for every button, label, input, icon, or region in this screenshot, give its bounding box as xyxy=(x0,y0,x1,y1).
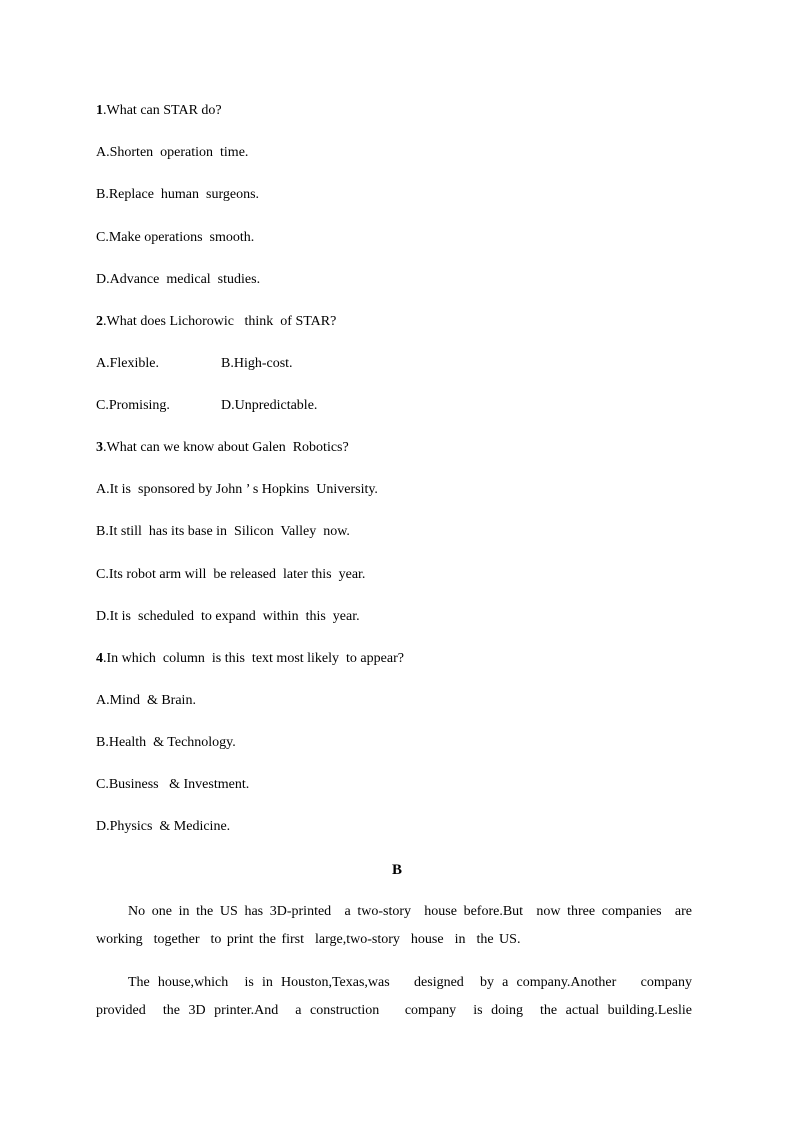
question-2-option-a: A.Flexible. xyxy=(96,356,159,371)
question-1-option-c: C.Make operations smooth. xyxy=(96,230,255,245)
question-number: 2 xyxy=(96,314,103,329)
question-3-option-c: C.Its robot arm will be released later this year. xyxy=(96,567,366,582)
question-text: .What can STAR do? xyxy=(103,103,222,118)
question-4-option-b: B.Health & Technology. xyxy=(96,735,236,750)
question-3-option-d: D.It is scheduled to expand within this year. xyxy=(96,609,360,624)
question-4-stem xyxy=(96,650,404,668)
question-4-option-a: A.Mind & Brain. xyxy=(96,693,196,708)
paragraph-1 xyxy=(96,898,692,954)
question-number: 3 xyxy=(96,440,103,455)
question-1-option-a: A.Shorten operation time. xyxy=(96,145,249,160)
question-2-option-c: C.Promising. xyxy=(96,398,170,413)
paragraph-line: The house,which is in Houston,Texas,was designed by a company.Another company xyxy=(128,975,692,990)
question-4-option-d: D.Physics & Medicine. xyxy=(96,819,231,834)
question-2-option-b: B.High-cost. xyxy=(221,356,293,371)
paragraph-2 xyxy=(96,969,692,1025)
paragraph-line: No one in the US has 3D-printed a two-story house before.But now three companies are xyxy=(128,904,692,919)
question-1-option-b: B.Replace human surgeons. xyxy=(96,187,260,202)
section-title: B xyxy=(391,862,402,878)
question-3-option-b: B.It still has its base in Silicon Valley now. xyxy=(96,524,350,539)
question-2-option-d: D.Unpredictable. xyxy=(221,398,318,413)
question-2-stem xyxy=(96,313,336,331)
question-1-option-d: D.Advance medical studies. xyxy=(96,272,261,287)
question-text: .What does Lichorowic think of STAR? xyxy=(103,314,337,329)
question-3-option-a: A.It is sponsored by John ’ s Hopkins University. xyxy=(96,482,378,497)
question-1-stem xyxy=(96,102,222,120)
question-number: 4 xyxy=(96,651,103,666)
question-3-stem xyxy=(96,439,349,457)
paragraph-line: working together to print the first large,two-story house in the US. xyxy=(96,932,521,947)
question-text: .What can we know about Galen Robotics? xyxy=(103,440,349,455)
question-text: .In which column is this text most likely to appear? xyxy=(103,651,404,666)
paragraph-line: provided the 3D printer.And a construction company is doing the actual building.Leslie xyxy=(96,1003,692,1018)
question-4-option-c: C.Business & Investment. xyxy=(96,777,250,792)
question-number: 1 xyxy=(96,103,103,118)
